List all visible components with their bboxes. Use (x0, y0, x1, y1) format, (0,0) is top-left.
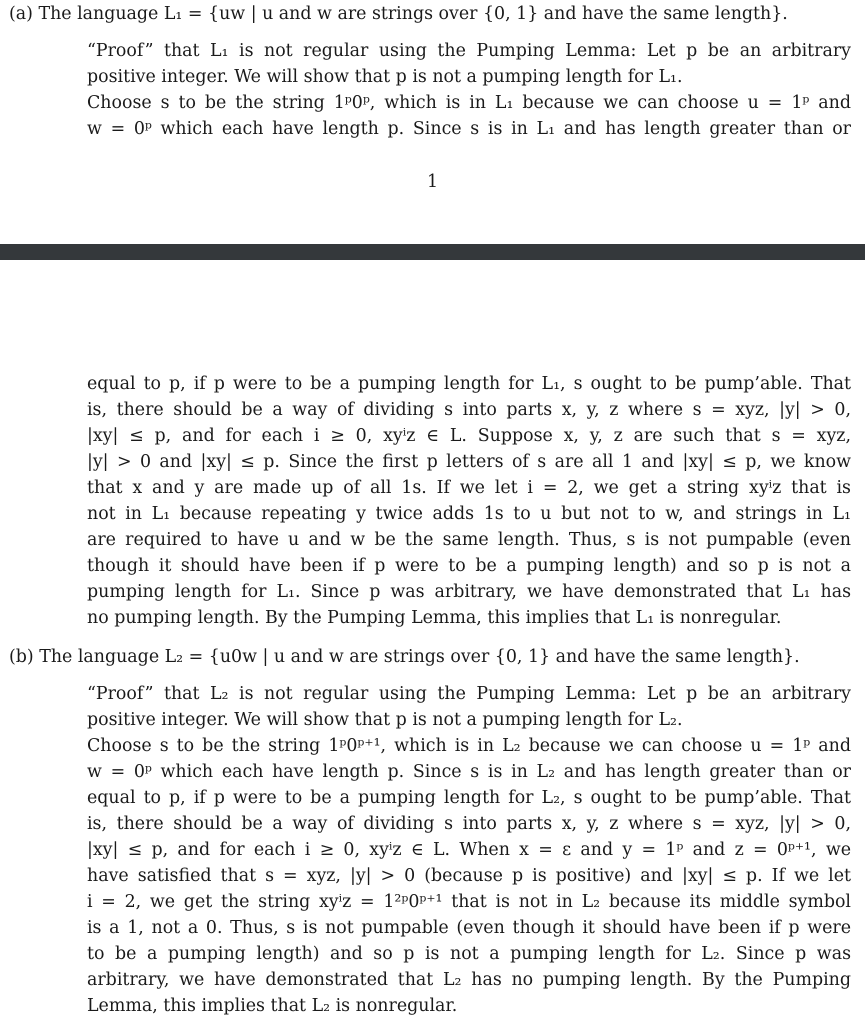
text-line: are required to have u and w be the same length. Thus, s is not pumpable (even (87, 530, 851, 550)
text-line: positive integer. We will show that p is not a pumping length for L₂. (87, 710, 683, 730)
text-line: not in L₁ because repeating y twice adds 1s to u but not to w, and strings in L₁ (87, 504, 851, 524)
part-a-heading: (a) The language L₁ = {uw | u and w are strings over {0, 1} and have the same length}. (9, 4, 788, 24)
text-line: no pumping length. By the Pumping Lemma, this implies that L₁ is nonregular. (87, 608, 782, 628)
text-line: |xy| ≤ p, and for each i ≥ 0, xyⁱz ∈ L. When x = ε and y = 1ᵖ and z = 0ᵖ⁺¹, we (87, 840, 851, 860)
page-separator (0, 244, 865, 260)
part-b-heading: (b) The language L₂ = {u0w | u and w are strings over {0, 1} and have the same length}. (9, 647, 800, 667)
text-line: is a 1, not a 0. Thus, s is not pumpable (even though it should have been if p were (87, 918, 851, 938)
page-bottom (0, 260, 865, 1024)
text-line: positive integer. We will show that p is not a pumping length for L₁. (87, 67, 683, 87)
text-line: |y| > 0 and |xy| ≤ p. Since the first p letters of s are all 1 and |xy| ≤ p, we know (87, 452, 851, 472)
text-line: equal to p, if p were to be a pumping length for L₁, s ought to be pump’able. That (87, 374, 851, 394)
text-line: w = 0ᵖ which each have length p. Since s is in L₁ and has length greater than or (87, 119, 851, 139)
text-line: equal to p, if p were to be a pumping length for L₂, s ought to be pump’able. That (87, 788, 851, 808)
text-line: though it should have been if p were to be a pumping length) and so p is not a (87, 556, 851, 576)
text-line: Lemma, this implies that L₂ is nonregular. (87, 996, 458, 1016)
text-line: have satisfied that s = xyz, |y| > 0 (because p is positive) and |xy| ≤ p. If we let (87, 866, 851, 886)
text-line: i = 2, we get the string xyⁱz = 1²ᵖ0ᵖ⁺¹ that is not in L₂ because its middle symbol (87, 892, 851, 912)
text-line: w = 0ᵖ which each have length p. Since s is in L₂ and has length greater than or (87, 762, 851, 782)
text-line: that x and y are made up of all 1s. If we let i = 2, we get a string xyⁱz that is (87, 478, 851, 498)
text-line: Choose s to be the string 1ᵖ0ᵖ, which is in L₁ because we can choose u = 1ᵖ and (87, 93, 851, 113)
page-top (0, 0, 865, 244)
text-line: arbitrary, we have demonstrated that L₂ has no pumping length. By the Pumping (87, 970, 851, 990)
page-number: 1 (426, 172, 439, 192)
text-line: |xy| ≤ p, and for each i ≥ 0, xyⁱz ∈ L. Suppose x, y, z are such that s = xyz, (87, 426, 851, 446)
text-line: “Proof” that L₁ is not regular using the Pumping Lemma: Let p be an arbitrary (87, 41, 851, 61)
text-line: is, there should be a way of dividing s into parts x, y, z where s = xyz, |y| > 0, (87, 400, 851, 420)
text-line: is, there should be a way of dividing s into parts x, y, z where s = xyz, |y| > 0, (87, 814, 851, 834)
text-line: “Proof” that L₂ is not regular using the Pumping Lemma: Let p be an arbitrary (87, 684, 851, 704)
text-line: Choose s to be the string 1ᵖ0ᵖ⁺¹, which is in L₂ because we can choose u = 1ᵖ and (87, 736, 851, 756)
text-line: to be a pumping length) and so p is not a pumping length for L₂. Since p was (87, 944, 851, 964)
text-line: pumping length for L₁. Since p was arbitrary, we have demonstrated that L₁ has (87, 582, 851, 602)
